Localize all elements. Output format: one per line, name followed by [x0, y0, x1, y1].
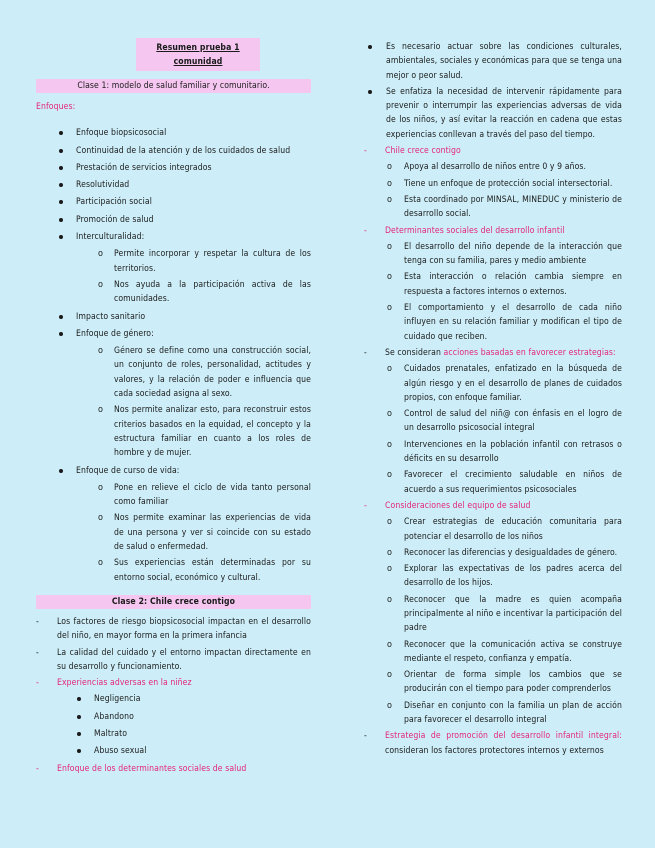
determinante-item	[364, 301, 622, 344]
enfoque-subitem	[36, 247, 311, 276]
determinante-item-text: El desarrollo del niño depende de la interacción que tenga con su familia, pares y medio ambiente	[404, 241, 622, 267]
enfoque-item-text: Continuidad de la atención y de los cuidados de salud	[76, 145, 291, 156]
consideraciones-heading: - Consideraciones del equipo de salud	[364, 499, 622, 513]
estrategia-rest: consideran los factores protectores internos y externos	[385, 745, 604, 756]
estrategia-heading	[364, 729, 622, 758]
consideracion-item	[364, 546, 622, 560]
chile-item-text: Apoya al desarrollo de niños entre 0 y 9 años.	[404, 162, 587, 173]
enfoque-determinantes-heading: - Enfoque de los determinantes sociales de salud	[36, 762, 311, 776]
enfoque-subitem-text: Sus experiencias están determinadas por su entorno social, económico y cultural.	[114, 558, 311, 583]
experiencia-item	[36, 727, 311, 741]
experiencia-item	[36, 744, 311, 758]
clase2-list	[36, 615, 311, 674]
enfoque-item	[36, 161, 311, 175]
chile-item-text: Tiene un enfoque de protección social intersectorial.	[404, 178, 613, 189]
accion-item	[364, 362, 622, 405]
experiencia-item-text: Abandono	[94, 711, 134, 722]
enfoque-sublist	[36, 344, 311, 460]
consideracion-item-text: Diseñar en conjunto con la familia un plan de acción para favorecer el desarrollo integral	[404, 700, 622, 726]
chile-item-text: Esta coordinado por MINSAL, MINEDUC y ministerio de desarrollo social.	[404, 194, 622, 220]
acciones-list	[364, 362, 622, 497]
enfoque-item-text: Participación social	[76, 197, 152, 208]
determinantes-heading: - Determinantes sociales del desarrollo infantil	[364, 224, 622, 238]
enfoque-item	[36, 310, 311, 324]
right-bullet-list	[364, 40, 622, 142]
right-bullet-item-text: Se enfatiza la necesidad de intervenir rápidamente para prevenir o interrumpir las experiencias adversas de vida de los niños, y así evitar la reacción en cadena que estas experiencias conllevan a través del paso del tiempo.	[386, 86, 622, 140]
chile-item	[364, 177, 622, 191]
enfoque-subitem-text: Permite incorporar y respetar la cultura de los territorios.	[114, 249, 311, 274]
chile-heading: - Chile crece contigo	[364, 144, 622, 158]
document-title	[136, 38, 260, 71]
experiencia-item-text: Abuso sexual	[94, 746, 147, 757]
determinante-item	[364, 270, 622, 299]
right-bullet-item-text: Es necesario actuar sobre las condiciones culturales, ambientales, sociales y económicas para que se tenga una mejor o peor salud.	[386, 42, 622, 81]
enfoque-item-text: Enfoque de curso de vida:	[76, 465, 180, 476]
enfoque-sublist	[36, 247, 311, 306]
left-column	[36, 38, 311, 778]
determinantes-list	[364, 240, 622, 344]
consideraciones-list	[364, 515, 622, 727]
enfoque-item-text: Prestación de servicios integrados	[76, 162, 212, 173]
enfoque-subitem	[36, 481, 311, 510]
accion-item-text: Favorecer el crecimiento saludable en niños de acuerdo a sus requerimientos psicosociales	[404, 470, 622, 495]
consideracion-item	[364, 699, 622, 728]
accion-item-text: Intervenciones en la población infantil con retrasos o déficits en su desarrollo	[404, 439, 622, 465]
enfoques-heading: Enfoques:	[36, 102, 76, 112]
enfoque-item-text: Promoción de salud	[76, 214, 154, 225]
enfoque-subitem-text: Nos permite analizar esto, para reconstruir estos criterios basados en la equidad, el concepto y la estructura familiar en cuanto a los roles de hombre y de mujer.	[114, 405, 311, 459]
enfoque-item	[36, 327, 311, 461]
enfoque-item	[36, 230, 311, 306]
enfoque-subitem	[36, 344, 311, 401]
enfoque-sublist	[36, 481, 311, 585]
estrategia-highlight: Estrategia de promoción del desarrollo infantil integral:	[385, 731, 622, 742]
enfoque-item	[36, 195, 311, 209]
consideracion-item-text: Crear estrategias de educación comunitaria para potenciar el desarrollo de los niños	[404, 517, 622, 542]
right-column	[364, 40, 622, 760]
section-band-clase2: Clase 2: Chile crece contigo	[36, 595, 311, 609]
accion-item-text: Control de salud del niñ@ con énfasis en el logro de un desarrollo psicosocial integral	[404, 409, 622, 434]
chile-item	[364, 193, 622, 222]
consideracion-item-text: Reconocer las diferencias y desigualdades de género.	[404, 547, 618, 558]
determinante-item-text: Esta interacción o relación cambia siempre en respuesta a factores internos o externos.	[404, 272, 622, 297]
enfoque-subitem-text: Pone en relieve el ciclo de vida tanto personal como familiar	[114, 482, 311, 508]
consideracion-item	[364, 593, 622, 636]
enfoque-item	[36, 144, 311, 158]
accion-item-text: Cuidados prenatales, enfatizado en la búsqueda de algún riesgo y en el desarrollo de planes de cuidados propios, con enfoque familiar.	[404, 364, 622, 403]
consideracion-item	[364, 638, 622, 667]
enfoque-subitem-text: Género se define como una construcción social, un conjunto de roles, personalidad, actitudes y valores, y la relación de poder e influencia que cada sociedad asigna al sexo.	[114, 346, 311, 400]
acciones-prefix: Se consideran	[385, 347, 444, 358]
enfoque-item-text: Enfoque biopsicosocial	[76, 128, 167, 139]
consideracion-item	[364, 515, 622, 544]
enfoque-subitem	[36, 556, 311, 585]
acciones-heading	[364, 346, 622, 360]
enfoque-subitem	[36, 278, 311, 307]
enfoques-list	[36, 126, 311, 585]
right-bullet-item	[364, 85, 622, 142]
enfoque-item-text: Impacto sanitario	[76, 311, 146, 322]
experiencia-item	[36, 692, 311, 706]
acciones-highlight: acciones basadas en favorecer estrategias:	[443, 347, 616, 358]
enfoque-item	[36, 178, 311, 192]
clase2-item-text: La calidad del cuidado y el entorno impactan directamente en su desarrollo y funcionamiento.	[57, 647, 311, 672]
experiencia-item	[36, 710, 311, 724]
experiencias-heading: - Experiencias adversas en la niñez	[36, 676, 311, 690]
title-line-1: Resumen prueba 1	[156, 43, 240, 53]
right-bullet-item	[364, 40, 622, 83]
consideracion-item	[364, 668, 622, 697]
consideracion-item-text: Orientar de forma simple los cambios que se producirán con el tiempo para poder comprenderlos	[404, 670, 622, 695]
consideracion-item	[364, 562, 622, 591]
clase2-item	[36, 646, 311, 675]
chile-item	[364, 160, 622, 174]
determinante-item	[364, 240, 622, 269]
consideracion-item-text: Explorar las expectativas de los padres acerca del desarrollo de los hijos.	[404, 564, 622, 589]
title-line-2: comunidad	[173, 57, 223, 67]
chile-list	[364, 160, 622, 221]
enfoque-subitem	[36, 403, 311, 460]
enfoque-item	[36, 213, 311, 227]
enfoque-item-text: Interculturalidad:	[76, 232, 145, 243]
accion-item	[364, 468, 622, 497]
determinante-item-text: El comportamiento y el desarrollo de cada niño influyen en su relación familiar y modifican el tipo de cuidado que reciben.	[404, 303, 622, 342]
experiencia-item-text: Negligencia	[94, 694, 141, 705]
section-band-clase1: Clase 1: modelo de salud familiar y comunitario.	[36, 79, 311, 93]
enfoque-subitem	[36, 511, 311, 554]
consideracion-item-text: Reconocer que la comunicación activa se construye mediante el respeto, confianza y empatía.	[404, 639, 622, 664]
experiencias-list	[36, 692, 311, 758]
clase2-item-text: Los factores de riesgo biopsicosocial impactan en el desarrollo del niño, en mayor forma en la primera infancia	[57, 616, 311, 642]
enfoque-subitem-text: Nos permite examinar las experiencias de vida de una persona y ver si coincide con su estado de salud o enfermedad.	[114, 513, 311, 553]
clase2-item	[36, 615, 311, 644]
enfoque-item	[36, 464, 311, 585]
enfoque-subitem-text: Nos ayuda a la participación activa de las comunidades.	[114, 279, 311, 305]
enfoque-item-text: Resolutividad	[76, 180, 130, 191]
enfoque-item	[36, 126, 311, 140]
experiencia-item-text: Maltrato	[94, 728, 128, 739]
enfoque-item-text: Enfoque de género:	[76, 328, 154, 339]
accion-item	[364, 407, 622, 436]
accion-item	[364, 438, 622, 467]
consideracion-item-text: Reconocer que la madre es quien acompaña principalmente al niño e incentivar la participación del padre	[404, 594, 622, 634]
